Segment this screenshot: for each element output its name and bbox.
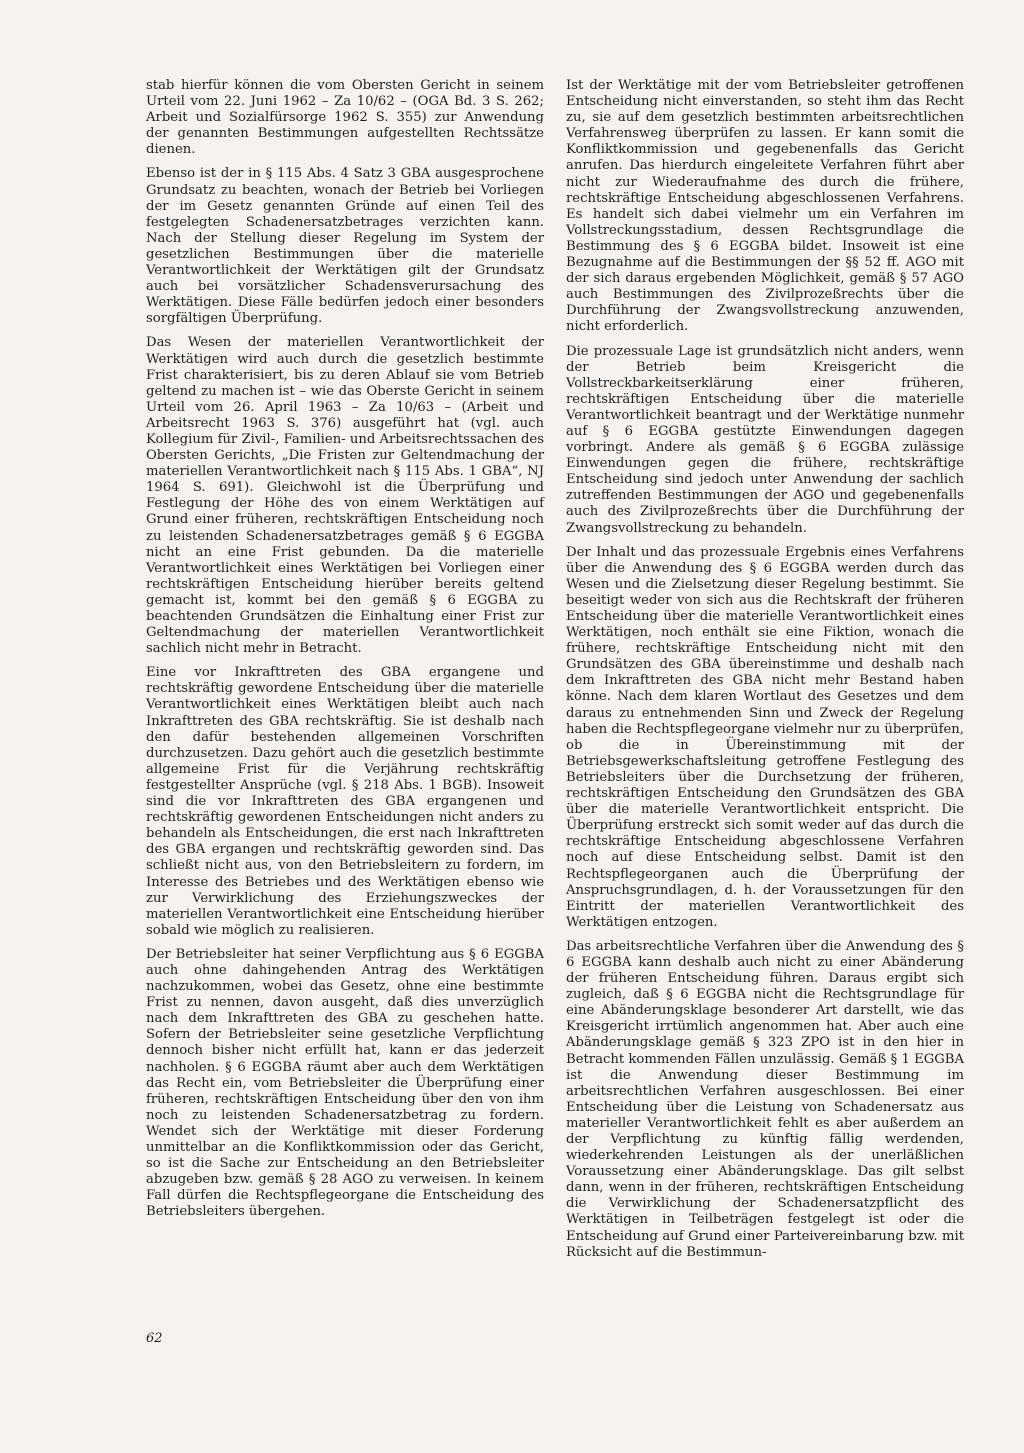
paragraph: Das Wesen der materiellen Verantwortlichkeit der Werktätigen wird auch durch die gesetzlich bestimmte Frist charakterisiert, bis zu deren Ablauf sie vom Betrieb geltend zu machen ist – wie das Oberste Gericht in seinem Urteil vom 26. April 1963 – Za 10/63 – (Arbeit und Arbeitsrecht 1963 S. 376) ausgeführt hat (vgl. auch Kollegium für Zivil-, Familien- und Arbeitsrechtssachen des Obersten Gerichts, „Die Fristen zur Geltendmachung der materiellen Verantwortlichkeit nach § 115 Abs. 1 GBA“, NJ 1964 S. 691). Gleichwohl ist die Überprüfung und Festlegung der Höhe des von einem Werktätigen auf Grund einer früheren, rechtskräftigen Entscheidung noch zu leistenden Schadenersatzbetrages gemäß § 6 EGGBA nicht an eine Frist gebunden. Da die materielle Verantwortlichkeit eines Werktätigen bei Vorliegen einer rechtskräftigen Entscheidung hierüber bereits geltend gemacht ist, kommt bei den gemäß § 6 EGGBA zu beachtenden Grundsätzen die Einhaltung einer Frist zur Geltendmachung der materiellen Verantwortlichkeit sachlich nicht mehr in Betracht.	[146, 335, 544, 657]
paragraph: Der Betriebsleiter hat seiner Verpflichtung aus § 6 EGGBA auch ohne dahingehenden Antrag des Werktätigen nachzukommen, wobei das Gesetz, ohne eine bestimmte Frist zu nennen, davon ausgeht, daß dies unverzüglich nach dem Inkrafttreten des GBA zu geschehen hatte. Sofern der Betriebsleiter seine gesetzliche Verpflichtung dennoch bisher nicht erfüllt hat, kann er das jederzeit nachholen. § 6 EGGBA räumt aber auch dem Werktätigen das Recht ein, vom Betriebsleiter die Überprüfung einer früheren, rechtskräftigen Entscheidung über den von ihm noch zu leistenden Schadenersatzbetrag zu fordern. Wendet sich der Werktätige mit dieser Forderung unmittelbar an die Konfliktkommission oder das Gericht, so ist die Sache zur Entscheidung an den Betriebsleiter abzugeben bzw. gemäß § 28 AGO zu verweisen. In keinem Fall dürfen die Rechtspflegeorgane die Entscheidung des Betriebsleiters übergehen.	[146, 946, 544, 1220]
left-column	[146, 78, 544, 1228]
paragraph: Ebenso ist der in § 115 Abs. 4 Satz 3 GBA ausgesprochene Grundsatz zu beachten, wonach der Betrieb bei Vorliegen der im Gesetz genannten Gründe auf einen Teil des festgelegten Schadenersatzbetrages verzichten kann. Nach der Stellung dieser Regelung im System der gesetzlichen Bestimmungen über die materielle Verantwortlichkeit der Werktätigen gilt der Grundsatz auch bei vorsätzlicher Schadensverursachung des Werktätigen. Diese Fälle bedürfen jedoch einer besonders sorgfältigen Überprüfung.	[146, 166, 544, 327]
paragraph: Die prozessuale Lage ist grundsätzlich nicht anders, wenn der Betrieb beim Kreisgericht die Vollstreckbarkeitserklärung einer früheren, rechtskräftigen Entscheidung über die materielle Verantwortlichkeit beantragt und der Werktätige nunmehr auf § 6 EGGBA gestützte Einwendungen dagegen vorbringt. Andere als gemäß § 6 EGGBA zulässige Einwendungen gegen die frühere, rechtskräftige Entscheidung sind jedoch unter Anwendung der sachlich zutreffenden Bestimmungen der AGO und gegebenenfalls auch des Zivilprozeßrechts über die Durchführung der Zwangsvollstreckung zu behandeln.	[566, 343, 964, 536]
paragraph: Eine vor Inkrafttreten des GBA ergangene und rechtskräftig gewordene Entscheidung über die materielle Verantwortlichkeit eines Werktätigen bleibt auch nach Inkrafttreten des GBA rechtskräftig. Sie ist deshalb nach den dafür bestehenden allgemeinen Vorschriften durchzusetzen. Dazu gehört auch die gesetzlich bestimmte allgemeine Frist für die Verjährung rechtskräftig festgestellter Ansprüche (vgl. § 218 Abs. 1 BGB). Insoweit sind die vor Inkrafttreten des GBA ergangenen und rechtskräftig gewordenen Entscheidungen nicht anders zu behandeln als Entscheidungen, die erst nach Inkrafttreten des GBA ergangen und rechtskräftig geworden sind. Das schließt nicht aus, von den Betriebsleitern zu fordern, im Interesse des Betriebes und des Werktätigen ebenso wie zur Verwirklichung des Erziehungszweckes der materiellen Verantwortlichkeit eine Entscheidung hierüber sobald wie möglich zu realisieren.	[146, 665, 544, 938]
paragraph: Ist der Werktätige mit der vom Betriebsleiter getroffenen Entscheidung nicht einverstanden, so steht ihm das Recht zu, sie auf dem gesetzlich bestimmten arbeitsrechtlichen Verfahrensweg überprüfen zu lassen. Er kann somit die Konfliktkommission und gegebenenfalls das Gericht anrufen. Das hierdurch eingeleitete Verfahren führt aber nicht zur Wiederaufnahme des durch die frühere, rechtskräftige Entscheidung abgeschlossenen Verfahrens. Es handelt sich dabei vielmehr um ein Verfahren im Vollstreckungsstadium, dessen Rechtsgrundlage die Bestimmung des § 6 EGGBA bildet. Insoweit ist eine Bezugnahme auf die Bestimmungen der §§ 52 ff. AGO mit der sich daraus ergebenden Möglichkeit, gemäß § 57 AGO auch Bestimmungen des Zivilprozeßrechts über die Durchführung der Zwangsvollstreckung anzuwenden, nicht erforderlich.	[566, 78, 964, 335]
right-column	[566, 78, 964, 1269]
page-number: 62	[146, 1331, 163, 1346]
paragraph: Der Inhalt und das prozessuale Ergebnis eines Verfahrens über die Anwendung des § 6 EGGBA werden durch das Wesen und die Zielsetzung dieser Regelung bestimmt. Sie beseitigt weder von sich aus die Rechtskraft der früheren Entscheidung über die materielle Verantwortlichkeit eines Werktätigen, noch enthält sie eine Fiktion, wonach die frühere, rechtskräftige Entscheidung nicht mit den Grundsätzen des GBA übereinstimme und deshalb nach dem Inkrafttreten des GBA nicht mehr Bestand haben könne. Nach dem klaren Wortlaut des Gesetzes und dem daraus zu entnehmenden Sinn und Zweck der Regelung haben die Rechtspflegeorgane vielmehr nur zu überprüfen, ob die in Übereinstimmung mit der Betriebsgewerkschaftsleitung getroffene Festlegung des Betriebsleiters über die Durchsetzung der früheren, rechtskräftigen Entscheidung den Grundsätzen des GBA über die materielle Verantwortlichkeit entspricht. Die Überprüfung erstreckt sich somit weder auf das durch die rechtskräftige Entscheidung abgeschlossene Verfahren noch auf diese Entscheidung selbst. Damit ist den Rechtspflegeorganen auch die Überprüfung der Anspruchsgrundlagen, d. h. der Voraussetzungen für den Eintritt der materiellen Verantwortlichkeit des Werktätigen entzogen.	[566, 544, 964, 930]
paragraph: stab hierfür können die vom Obersten Gericht in seinem Urteil vom 22. Juni 1962 – Za 10/62 – (OGA Bd. 3 S. 262; Arbeit und Sozialfürsorge 1962 S. 355) zur Anwendung der genannten Bestimmungen aufgestellten Rechtssätze dienen.	[146, 78, 544, 158]
paragraph: Das arbeitsrechtliche Verfahren über die Anwendung des § 6 EGGBA kann deshalb auch nicht zu einer Abänderung der früheren Entscheidung führen. Daraus ergibt sich zugleich, daß § 6 EGGBA nicht die Rechtsgrundlage für eine Abänderungsklage besonderer Art darstellt, wie das Kreisgericht irrtümlich angenommen hat. Aber auch eine Abänderungsklage gemäß § 323 ZPO ist in den hier in Betracht kommenden Fällen unzulässig. Gemäß § 1 EGGBA ist die Anwendung dieser Bestimmung im arbeitsrechtlichen Verfahren ausgeschlossen. Bei einer Entscheidung über die Leistung von Schadenersatz aus materieller Verantwortlichkeit fehlt es aber außerdem an der Verpflichtung zu künftig fällig werdenden, wiederkehrenden Leistungen als der unerläßlichen Voraussetzung einer Abänderungsklage. Das gilt selbst dann, wenn in der früheren, rechtskräftigen Entscheidung die Verwirklichung der Schadenersatzpflicht des Werktätigen in Teilbeträgen festgelegt ist oder die Entscheidung auf Grund einer Parteivereinbarung bzw. mit Rücksicht auf die Bestimmun-	[566, 938, 964, 1260]
